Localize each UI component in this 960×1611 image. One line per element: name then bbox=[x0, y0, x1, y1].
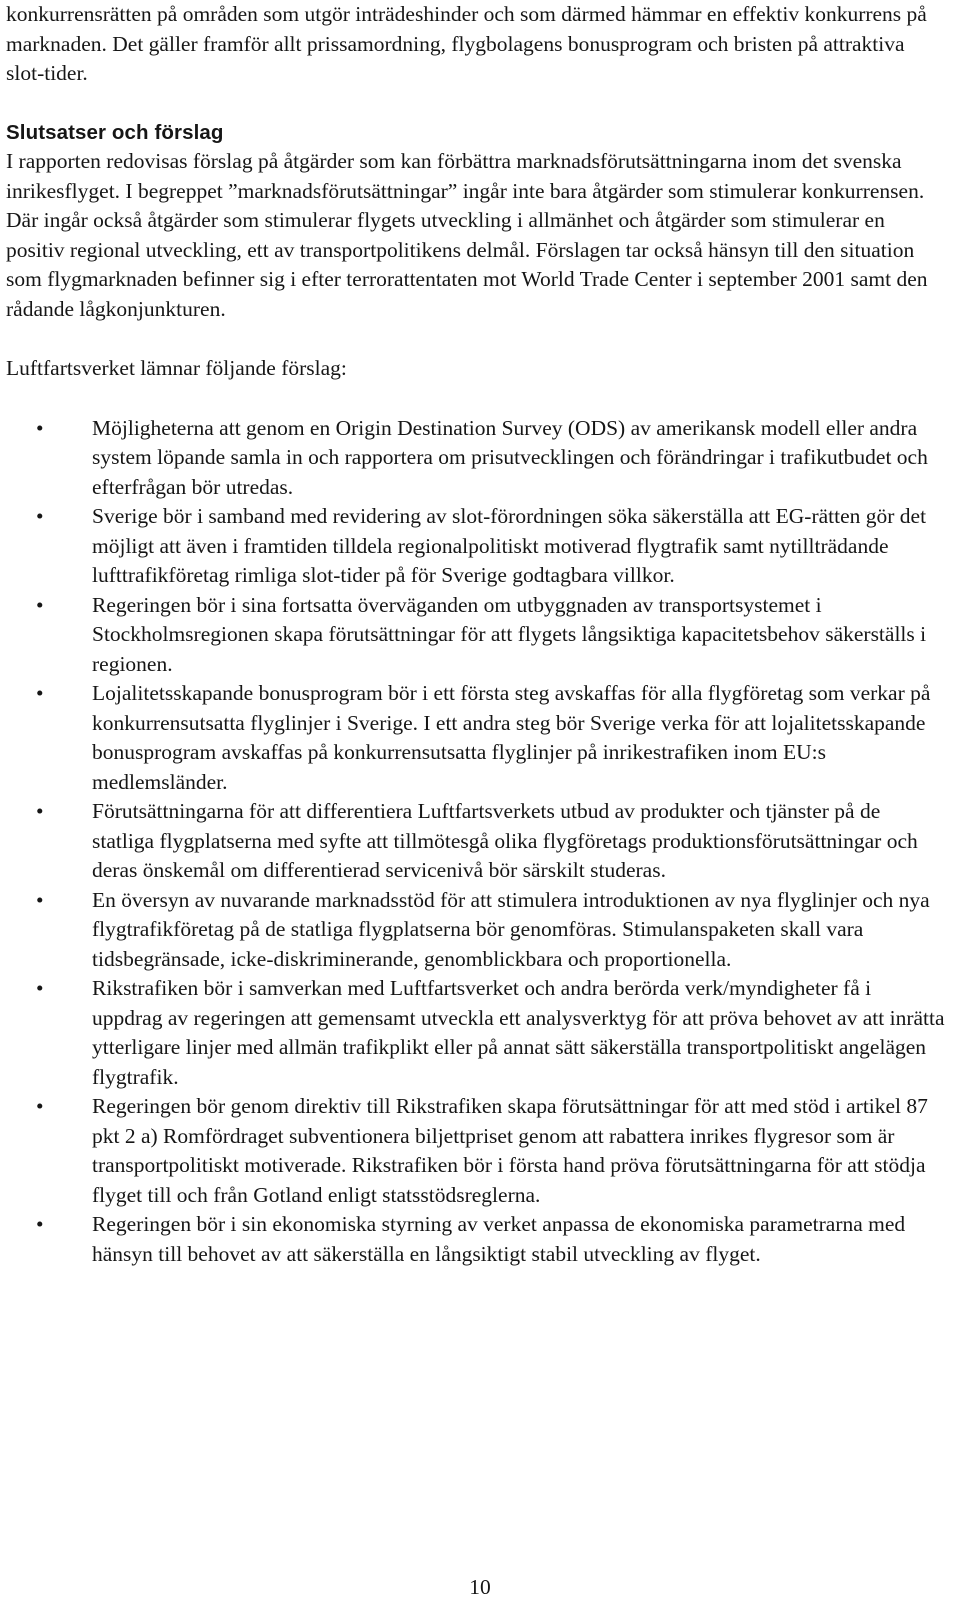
list-item bbox=[6, 797, 946, 886]
list-item bbox=[6, 679, 946, 797]
list-item-text: Lojalitetsskapande bonusprogram bör i ett första steg avskaffas för alla flygföretag som verkar på konkurrensutsatta flyglinjer i Sverige. I ett andra steg bör Sverige verka för att lojalitetsskapande bonusprogram avskaffas på konkurrensutsatta flyglinjer på inrikestrafiken inom EU:s medlemsländer. bbox=[92, 681, 931, 794]
document-page bbox=[6, 0, 946, 1269]
list-item-text: Förutsättningarna för att differentiera Luftfartsverkets utbud av produkter och tjänster på de statliga flygplatserna med syfte att tillmötesgå olika flygföretags produktionsförutsättningar och deras önskemål om differentierad servicenivå bör särskilt studeras. bbox=[92, 799, 918, 882]
list-item-text: Regeringen bör genom direktiv till Rikstrafiken skapa förutsättningar för att med stöd i artikel 87 pkt 2 a) Romfördraget subventionera biljettpriset genom att rabattera inrikes flygresor som är transportpolitiskt motiverade. Rikstrafiken bör i första hand pröva förutsättningarna för att stödja flyget till och från Gotland enligt statsstödsreglerna. bbox=[92, 1094, 928, 1207]
list-item-text: Möjligheterna att genom en Origin Destination Survey (ODS) av amerikansk modell eller andra system löpande samla in och rapportera om prisutvecklingen och förändringar i trafikutbudet och efterfrågan bör utredas. bbox=[92, 415, 928, 499]
bullet-icon: • bbox=[36, 976, 44, 1000]
intro-paragraph: konkurrensrätten på områden som utgör inträdeshinder och som därmed hämmar en effektiv konkurrens på marknaden. Det gäller framför allt prissamordning, flygbolagens bonusprogram och bristen på attraktiva slot-tider. bbox=[6, 2, 927, 85]
bullet-icon: • bbox=[36, 681, 44, 705]
section-heading: Slutsatser och förslag bbox=[6, 120, 224, 144]
bullet-icon: • bbox=[36, 799, 44, 823]
list-item bbox=[6, 974, 946, 1092]
bullet-icon: • bbox=[36, 1212, 44, 1236]
list-item bbox=[6, 502, 946, 591]
list-item-text: Regeringen bör i sina fortsatta överväganden om utbyggnaden av transportsystemet i Stockholmsregionen skapa förutsättningar för att flygets långsiktiga kapacitetsbehov säkerställs i regionen. bbox=[92, 592, 927, 676]
bullet-icon: • bbox=[36, 504, 44, 528]
list-item bbox=[6, 591, 946, 680]
bullet-icon: • bbox=[36, 887, 44, 912]
list-item-text: Sverige bör i samband med revidering av slot-förordningen söka säkerställa att EG-rätten gör det möjligt att även i framtiden tilldela regionalpolitiskt motiverad flygtrafik samt nytillträdande lufttrafikföretag rimliga slot-tider på för Sverige godtagbara villkor. bbox=[92, 504, 927, 587]
list-item bbox=[6, 1092, 946, 1210]
proposals-lead: Luftfartsverket lämnar följande förslag: bbox=[6, 356, 347, 380]
bullet-icon: • bbox=[36, 1094, 44, 1118]
list-item bbox=[6, 886, 946, 975]
bullet-icon: • bbox=[36, 415, 44, 440]
list-item-text: Rikstrafiken bör i samverkan med Luftfartsverket och andra berörda verk/myndigheter få i uppdrag av regeringen att gemensamt utveckla ett analysverktyg för att pröva behovet av att inrätta ytterligare linjer med allmän trafikplikt eller på annat sätt säkerställa transportpolitiskt angelägen flygtrafik. bbox=[92, 976, 945, 1089]
section-body-paragraph: I rapporten redovisas förslag på åtgärder som kan förbättra marknadsförutsättningarna inom det svenska inrikesflyget. I begreppet ”marknadsförutsättningar” ingår inte bara åtgärder som stimulerar konkurrensen. Där ingår också åtgärder som stimulerar flygets utveckling i allmänhet och åtgärder som stimulerar en positiv regional utveckling, ett av transportpolitikens delmål. Förslagen tar också hänsyn till den situation som flygmarknaden befinner sig i efter terrorattentaten mot World Trade Center i september 2001 samt den rådande lågkonjunkturen. bbox=[6, 149, 928, 321]
list-item bbox=[6, 1210, 946, 1269]
proposals-list bbox=[6, 414, 946, 1270]
bullet-icon: • bbox=[36, 592, 44, 617]
page-number: 10 bbox=[469, 1575, 491, 1599]
list-item bbox=[6, 414, 946, 503]
list-item-text: En översyn av nuvarande marknadsstöd för att stimulera introduktionen av nya flyglinjer och nya flygtrafikföretag på de statliga flygplatserna bör genomföras. Stimulanspaketen skall vara tidsbegränsade, icke-diskriminerande, genomblickbara och proportionella. bbox=[92, 887, 930, 971]
list-item-text: Regeringen bör i sin ekonomiska styrning av verket anpassa de ekonomiska parametrarna med hänsyn till behovet av att säkerställa en långsiktigt stabil utveckling av flyget. bbox=[92, 1212, 906, 1266]
